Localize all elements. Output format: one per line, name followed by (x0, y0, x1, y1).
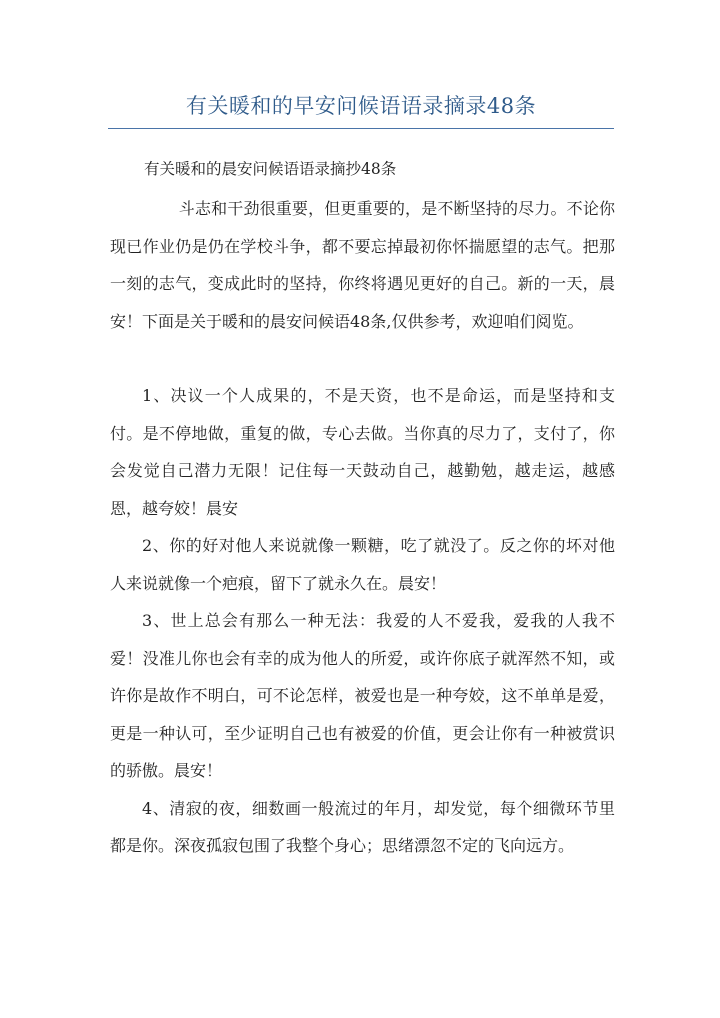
intro-paragraph: 斗志和干劲很重要，但更重要的，是不断坚持的尽力。不论你现已作业仍是仍在学校斗争，都不要忘掉最初你怀揣愿望的志气。把那一刻的志气，变成此时的坚持，你终将遇见更好的自己。新的一天，晨安！下面是关于暖和的晨安问候语48条,仅供参考，欢迎咱们阅览。 (110, 199, 615, 331)
title-underline (108, 128, 614, 129)
quote-paragraph-2: 2、你的好对他人来说就像一颗糖，吃了就没了。反之你的坏对他人来说就像一个疤痕，留下了就永久在。晨安！ (110, 536, 615, 593)
document-body (110, 190, 615, 865)
quote-paragraph-3: 3、世上总会有那么一种无法：我爱的人不爱我，爱我的人我不爱！没准儿你也会有幸的成为他人的所爱，或许你底子就浑然不知，或许你是故作不明白，可不论怎样，被爱也是一种夸姣，这不单单是爱，更是一种认可，至少证明自己也有被爱的价值，更会让你有一种被赏识的骄傲。晨安！ (110, 611, 615, 780)
document-title: 有关暖和的早安问候语语录摘录48条 (185, 94, 537, 118)
quote-paragraph-4: 4、清寂的夜，细数画一般流过的年月，却发觉，每个细微环节里都是你。深夜孤寂包围了我整个身心；思绪漂忽不定的飞向远方。 (110, 798, 615, 855)
document-subtitle: 有关暖和的晨安问候语语录摘抄48条 (144, 160, 397, 178)
paragraph-spacer (110, 340, 615, 377)
quote-paragraph-1: 1、决议一个人成果的，不是天资，也不是命运，而是坚持和支付。是不停地做，重复的做，专心去做。当你真的尽力了，支付了，你会发觉自己潜力无限！记住每一天鼓动自己，越勤勉，越走运，越感恩，越夸姣！晨安 (110, 386, 615, 518)
